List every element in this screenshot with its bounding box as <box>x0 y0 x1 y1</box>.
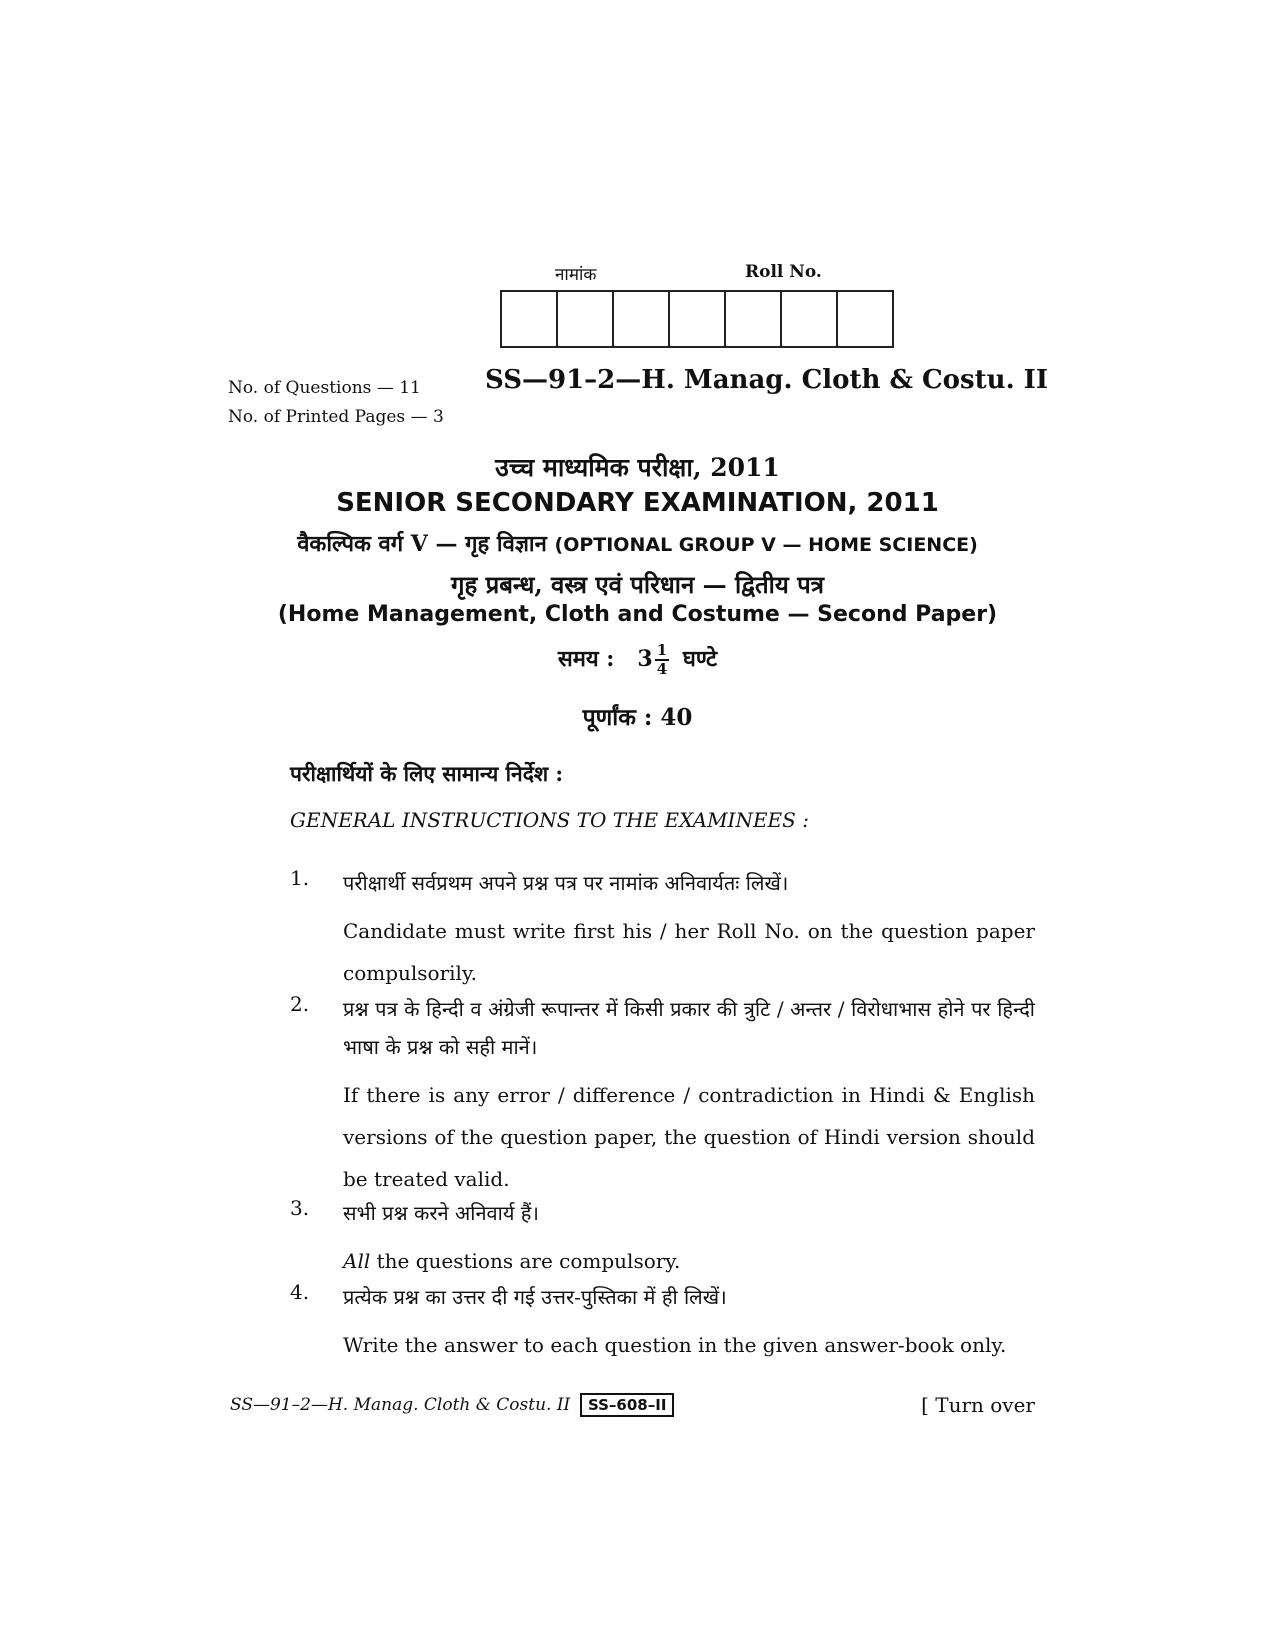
roll-digit-box <box>726 292 782 346</box>
instruction-english: Candidate must write first his / her Roll No. on the question paper compulsorily. <box>343 919 1035 985</box>
maximum-marks: पूर्णांक : 40 <box>582 704 693 731</box>
time-denominator: 4 <box>656 660 668 678</box>
instruction-hindi: परीक्षार्थी सर्वप्रथम अपने प्रश्न पत्र पर नामांक अनिवार्यतः लिखें। <box>343 871 789 895</box>
subject-title-english: (Home Management, Cloth and Costume — Second Paper) <box>277 602 998 627</box>
instruction-number: 1. <box>290 866 310 890</box>
roll-digit-box <box>782 292 838 346</box>
instruction-body <box>343 990 1035 1200</box>
roll-digit-box <box>838 292 892 346</box>
instruction-emphasis: All <box>343 1249 371 1273</box>
instruction-body <box>343 1278 1035 1366</box>
instruction-hindi: सभी प्रश्न करने अनिवार्य हैं। <box>343 1201 540 1225</box>
roll-digit-box <box>558 292 614 346</box>
time-numerator: 1 <box>656 641 668 659</box>
instruction-body <box>343 1194 1035 1282</box>
instruction-hindi: प्रश्न पत्र के हिन्दी व अंग्रेजी रूपान्तर में किसी प्रकार की त्रुटि / अन्तर / विरोधाभास होने पर हिन्दी भाषा के प्रश्न को सही मानें। <box>343 997 1035 1059</box>
time-fraction <box>655 642 669 678</box>
turn-over-note: [ Turn over <box>921 1393 1035 1417</box>
roll-number-boxes <box>500 290 894 348</box>
group-title-english: (OPTIONAL GROUP V — HOME SCIENCE) <box>554 534 978 556</box>
instruction-number: 2. <box>290 992 310 1016</box>
exam-title-hindi: उच्च माध्यमिक परीक्षा, 2011 <box>495 453 780 482</box>
roll-digit-box <box>502 292 558 346</box>
exam-title-english: SENIOR SECONDARY EXAMINATION, 2011 <box>336 488 939 518</box>
subject-title-hindi: गृह प्रबन्ध, वस्त्र एवं परिधान — द्वितीय पत्र <box>450 570 825 599</box>
group-title <box>0 528 1275 558</box>
question-count: No. of Questions — 11 <box>228 378 421 398</box>
instruction-hindi: प्रत्येक प्रश्न का उत्तर दी गई उत्तर-पुस्तिका में ही लिखें। <box>343 1285 727 1309</box>
instruction-english <box>343 1240 1035 1282</box>
time-label: समय : <box>557 646 615 672</box>
footer-series-code: SS–608–II <box>580 1393 674 1417</box>
roll-digit-box <box>614 292 670 346</box>
page-footer <box>230 1393 1035 1419</box>
instructions-heading-hindi: परीक्षार्थियों के लिए सामान्य निर्देश : <box>290 761 564 786</box>
roll-label-english: Roll No. <box>745 262 822 282</box>
instruction-english: Write the answer to each question in the given answer-book only. <box>343 1333 1007 1357</box>
roll-number-labels <box>500 262 900 286</box>
instruction-number: 3. <box>290 1196 310 1220</box>
paper-code: SS—91–2—H. Manag. Cloth & Costu. II <box>485 365 1048 395</box>
time-allowed <box>0 642 1275 678</box>
instruction-english-text: the questions are compulsory. <box>370 1249 681 1273</box>
paper-meta <box>228 374 444 432</box>
instruction-english: If there is any error / difference / contradiction in Hindi & English versions of the question paper, the question of Hindi version should be treated valid. <box>343 1083 1035 1191</box>
instructions-heading-english: GENERAL INSTRUCTIONS TO THE EXAMINEES : <box>290 808 809 832</box>
instruction-body <box>343 864 1035 994</box>
page-count: No. of Printed Pages — 3 <box>228 407 444 427</box>
roll-digit-box <box>670 292 726 346</box>
group-title-hindi: वैकल्पिक वर्ग V — गृह विज्ञान <box>297 531 547 557</box>
instruction-number: 4. <box>290 1280 310 1304</box>
time-unit: घण्टे <box>682 646 718 672</box>
time-whole: 3 <box>637 646 653 672</box>
roll-label-hindi: नामांक <box>555 265 597 285</box>
footer-paper-code: SS—91–2—H. Manag. Cloth & Costu. II <box>230 1395 571 1415</box>
